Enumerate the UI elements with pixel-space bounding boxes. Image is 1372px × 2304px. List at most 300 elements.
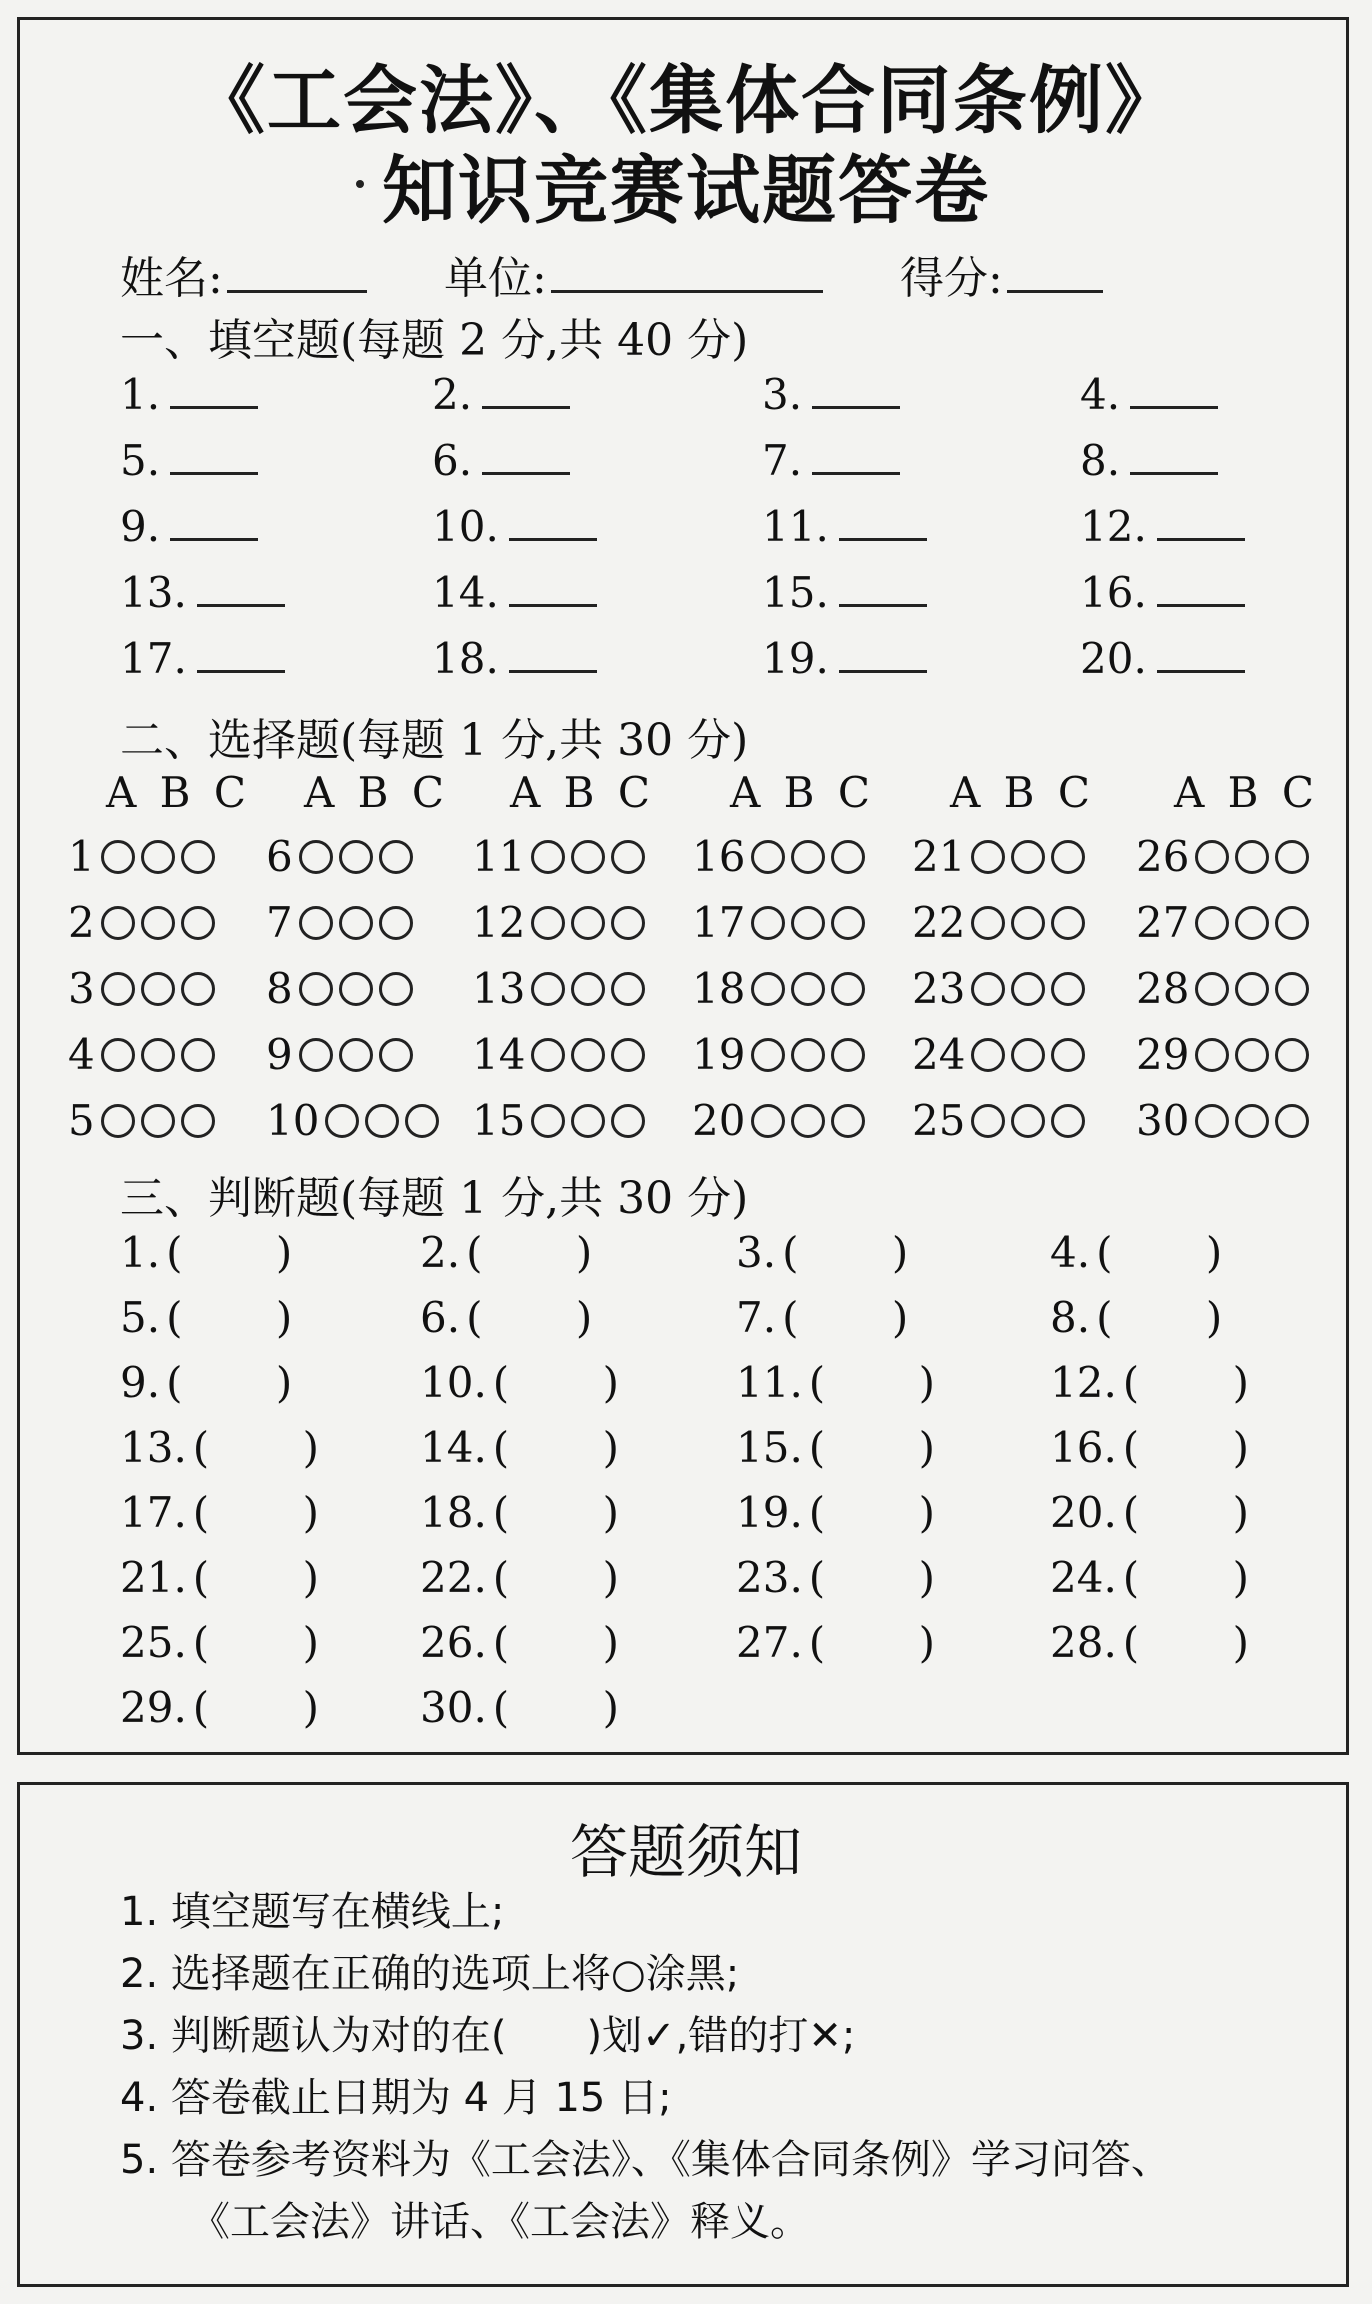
choice-question-row xyxy=(68,964,215,1013)
option-a-circle[interactable] xyxy=(299,972,333,1006)
fill-blank-line[interactable] xyxy=(509,508,597,541)
choice-question-number: 22 xyxy=(912,898,966,947)
fill-blank-item[interactable] xyxy=(432,568,597,617)
true-false-number: 14. xyxy=(420,1423,487,1472)
true-false-number: 10. xyxy=(420,1358,487,1407)
fill-blank-item[interactable] xyxy=(120,370,258,419)
fill-blank-line[interactable] xyxy=(1157,574,1245,607)
section1-heading: 一、填空题(每题 2 分,共 40 分) xyxy=(120,315,749,366)
true-false-item[interactable] xyxy=(420,1228,592,1277)
true-false-item[interactable] xyxy=(420,1618,619,1667)
fill-blank-number: 9. xyxy=(120,502,161,551)
true-false-item[interactable] xyxy=(120,1293,292,1342)
option-b-circle[interactable] xyxy=(141,1104,175,1138)
true-false-number: 4. xyxy=(1050,1228,1091,1277)
true-false-number: 29. xyxy=(120,1683,187,1732)
answer-parentheses[interactable]: ( ) xyxy=(808,1553,936,1602)
fill-blank-number: 11. xyxy=(762,502,829,551)
option-b-circle[interactable] xyxy=(141,906,175,940)
option-b-circle[interactable] xyxy=(1235,972,1269,1006)
option-c-circle[interactable] xyxy=(831,840,865,874)
choice-question-number: 2 xyxy=(68,898,95,947)
option-c-circle[interactable] xyxy=(611,1104,645,1138)
option-b-circle[interactable] xyxy=(791,906,825,940)
option-a-circle[interactable] xyxy=(531,1104,565,1138)
choice-question-row xyxy=(472,898,645,947)
option-b-circle[interactable] xyxy=(339,972,373,1006)
true-false-number: 18. xyxy=(420,1488,487,1537)
option-c-circle[interactable] xyxy=(831,1038,865,1072)
options-header: A B C xyxy=(510,768,656,817)
option-c-circle[interactable] xyxy=(181,1038,215,1072)
option-c-circle[interactable] xyxy=(181,906,215,940)
answer-parentheses[interactable]: ( ) xyxy=(492,1618,620,1667)
answer-parentheses[interactable]: ( ) xyxy=(166,1358,293,1407)
fill-blank-line[interactable] xyxy=(482,376,570,409)
true-false-number: 19. xyxy=(736,1488,803,1537)
answer-sheet-box xyxy=(17,17,1349,1755)
true-false-item[interactable] xyxy=(1050,1228,1222,1277)
true-false-number: 8. xyxy=(1050,1293,1091,1342)
answer-parentheses[interactable]: ( ) xyxy=(192,1683,320,1732)
true-false-item[interactable] xyxy=(120,1228,292,1277)
fill-blank-number: 16. xyxy=(1080,568,1147,617)
option-c-circle[interactable] xyxy=(181,1104,215,1138)
option-b-circle[interactable] xyxy=(339,1038,373,1072)
option-a-circle[interactable] xyxy=(971,972,1005,1006)
true-false-item[interactable] xyxy=(736,1423,935,1472)
option-b-circle[interactable] xyxy=(1235,1038,1269,1072)
choice-question-row xyxy=(68,1030,215,1079)
option-c-circle[interactable] xyxy=(831,972,865,1006)
answer-parentheses[interactable]: ( ) xyxy=(808,1423,936,1472)
section3-heading: 三、判断题(每题 1 分,共 30 分) xyxy=(120,1173,749,1224)
option-a-circle[interactable] xyxy=(971,906,1005,940)
option-b-circle[interactable] xyxy=(1235,906,1269,940)
option-c-circle[interactable] xyxy=(1051,840,1085,874)
choice-question-number: 20 xyxy=(692,1096,746,1145)
true-false-number: 26. xyxy=(420,1618,487,1667)
true-false-number: 20. xyxy=(1050,1488,1117,1537)
true-false-item[interactable] xyxy=(420,1423,619,1472)
option-a-circle[interactable] xyxy=(751,972,785,1006)
choice-question-number: 21 xyxy=(912,832,966,881)
name-blank[interactable] xyxy=(227,256,367,293)
option-c-circle[interactable] xyxy=(181,840,215,874)
choice-question-row xyxy=(68,898,215,947)
option-c-circle[interactable] xyxy=(611,972,645,1006)
fill-blank-item[interactable] xyxy=(120,436,258,485)
fill-blank-line[interactable] xyxy=(170,508,258,541)
fill-blank-line[interactable] xyxy=(1157,508,1245,541)
answer-parentheses[interactable]: ( ) xyxy=(492,1423,620,1472)
option-b-circle[interactable] xyxy=(1235,1104,1269,1138)
option-c-circle[interactable] xyxy=(1275,1038,1309,1072)
choice-question-row xyxy=(68,1096,215,1145)
choice-question-row xyxy=(472,1096,645,1145)
true-false-item[interactable] xyxy=(1050,1358,1249,1407)
fill-blank-item[interactable] xyxy=(432,502,597,551)
choice-question-number: 25 xyxy=(912,1096,966,1145)
answer-parentheses[interactable]: ( ) xyxy=(808,1488,936,1537)
fill-blank-number: 17. xyxy=(120,634,187,683)
fill-blank-line[interactable] xyxy=(1130,442,1218,475)
true-false-item[interactable] xyxy=(736,1228,908,1277)
fill-blank-number: 19. xyxy=(762,634,829,683)
true-false-number: 2. xyxy=(420,1228,461,1277)
option-b-circle[interactable] xyxy=(365,1104,399,1138)
choice-question-row xyxy=(692,964,865,1013)
fill-blank-number: 20. xyxy=(1080,634,1147,683)
choice-question-row xyxy=(1136,898,1309,947)
true-false-number: 24. xyxy=(1050,1553,1117,1602)
choice-question-row xyxy=(1136,832,1309,881)
option-c-circle[interactable] xyxy=(405,1104,439,1138)
option-a-circle[interactable] xyxy=(531,972,565,1006)
option-a-circle[interactable] xyxy=(299,1038,333,1072)
fill-blank-number: 2. xyxy=(432,370,473,419)
true-false-number: 12. xyxy=(1050,1358,1117,1407)
choice-question-number: 11 xyxy=(472,832,526,881)
option-b-circle[interactable] xyxy=(571,972,605,1006)
option-b-circle[interactable] xyxy=(141,840,175,874)
option-a-circle[interactable] xyxy=(1195,1104,1229,1138)
score-field[interactable] xyxy=(900,242,1103,306)
option-a-circle[interactable] xyxy=(531,840,565,874)
option-c-circle[interactable] xyxy=(379,840,413,874)
choice-question-number: 29 xyxy=(1136,1030,1190,1079)
instructions-box xyxy=(17,1782,1349,2287)
option-a-circle[interactable] xyxy=(751,1038,785,1072)
choice-question-number: 4 xyxy=(68,1030,95,1079)
option-b-circle[interactable] xyxy=(791,1038,825,1072)
option-a-circle[interactable] xyxy=(751,1104,785,1138)
answer-parentheses[interactable]: ( ) xyxy=(192,1423,320,1472)
choice-question-row xyxy=(912,1096,1085,1145)
fill-blank-number: 7. xyxy=(762,436,803,485)
option-a-circle[interactable] xyxy=(101,906,135,940)
fill-blank-line[interactable] xyxy=(812,376,900,409)
name-field[interactable] xyxy=(120,242,367,306)
choice-question-number: 14 xyxy=(472,1030,526,1079)
fill-blank-number: 12. xyxy=(1080,502,1147,551)
fill-blank-item[interactable] xyxy=(1080,370,1218,419)
instruction-line: 3. 判断题认为对的在( )划✓,错的打✕; xyxy=(120,2013,856,2059)
choice-question-row xyxy=(912,832,1085,881)
fill-blank-item[interactable] xyxy=(762,370,900,419)
unit-field[interactable] xyxy=(444,242,823,306)
option-c-circle[interactable] xyxy=(611,1038,645,1072)
choice-question-row xyxy=(692,1030,865,1079)
option-c-circle[interactable] xyxy=(1275,972,1309,1006)
option-a-circle[interactable] xyxy=(101,972,135,1006)
fill-blank-number: 15. xyxy=(762,568,829,617)
options-header: A B C xyxy=(304,768,450,817)
option-a-circle[interactable] xyxy=(751,840,785,874)
choice-question-number: 23 xyxy=(912,964,966,1013)
option-c-circle[interactable] xyxy=(1275,906,1309,940)
option-a-circle[interactable] xyxy=(101,840,135,874)
fill-blank-number: 18. xyxy=(432,634,499,683)
true-false-number: 23. xyxy=(736,1553,803,1602)
true-false-number: 28. xyxy=(1050,1618,1117,1667)
option-b-circle[interactable] xyxy=(339,840,373,874)
true-false-item[interactable] xyxy=(120,1553,319,1602)
true-false-item[interactable] xyxy=(420,1683,619,1732)
choice-question-row xyxy=(266,898,413,947)
fill-blank-line[interactable] xyxy=(839,574,927,607)
option-b-circle[interactable] xyxy=(571,1038,605,1072)
answer-parentheses[interactable]: ( ) xyxy=(1122,1488,1250,1537)
option-c-circle[interactable] xyxy=(611,906,645,940)
fill-blank-item[interactable] xyxy=(762,568,927,617)
answer-parentheses[interactable]: ( ) xyxy=(492,1488,620,1537)
true-false-number: 1. xyxy=(120,1228,161,1277)
unit-label: 单位: xyxy=(444,253,547,304)
instructions-title: 答题须知 xyxy=(569,1818,802,1886)
instruction-line: 1. 填空题写在横线上; xyxy=(120,1889,505,1935)
option-b-circle[interactable] xyxy=(1011,840,1045,874)
choice-question-row xyxy=(266,832,413,881)
fill-blank-line[interactable] xyxy=(170,442,258,475)
option-b-circle[interactable] xyxy=(571,840,605,874)
answer-parentheses[interactable]: ( ) xyxy=(782,1293,909,1342)
option-a-circle[interactable] xyxy=(101,1038,135,1072)
option-a-circle[interactable] xyxy=(531,1038,565,1072)
true-false-item[interactable] xyxy=(120,1423,319,1472)
header-fields xyxy=(20,242,1352,302)
option-b-circle[interactable] xyxy=(339,906,373,940)
fill-blank-line[interactable] xyxy=(839,640,927,673)
true-false-item[interactable] xyxy=(420,1488,619,1537)
option-a-circle[interactable] xyxy=(751,906,785,940)
fill-blank-line[interactable] xyxy=(1130,376,1218,409)
answer-parentheses[interactable]: ( ) xyxy=(466,1293,593,1342)
option-c-circle[interactable] xyxy=(831,906,865,940)
option-a-circle[interactable] xyxy=(101,1104,135,1138)
true-false-item[interactable] xyxy=(420,1358,619,1407)
choice-question-number: 7 xyxy=(266,898,293,947)
true-false-number: 30. xyxy=(420,1683,487,1732)
true-false-item[interactable] xyxy=(1050,1488,1249,1537)
answer-parentheses[interactable]: ( ) xyxy=(782,1228,909,1277)
option-c-circle[interactable] xyxy=(1051,1104,1085,1138)
fill-blank-item[interactable] xyxy=(762,502,927,551)
true-false-item[interactable] xyxy=(1050,1293,1222,1342)
fill-blank-line[interactable] xyxy=(509,574,597,607)
name-label: 姓名: xyxy=(120,253,223,304)
option-a-circle[interactable] xyxy=(971,840,1005,874)
fill-blank-item[interactable] xyxy=(1080,502,1245,551)
option-b-circle[interactable] xyxy=(141,972,175,1006)
option-c-circle[interactable] xyxy=(379,1038,413,1072)
answer-parentheses[interactable]: ( ) xyxy=(1122,1553,1250,1602)
fill-blank-line[interactable] xyxy=(197,574,285,607)
fill-blank-item[interactable] xyxy=(432,370,570,419)
true-false-item[interactable] xyxy=(120,1618,319,1667)
fill-blank-item[interactable] xyxy=(1080,568,1245,617)
fill-blank-number: 1. xyxy=(120,370,161,419)
answer-parentheses[interactable]: ( ) xyxy=(166,1293,293,1342)
option-b-circle[interactable] xyxy=(1235,840,1269,874)
option-a-circle[interactable] xyxy=(1195,1038,1229,1072)
instruction-line: 2. 选择题在正确的选项上将○涂黑; xyxy=(120,1951,740,1997)
option-b-circle[interactable] xyxy=(1011,1104,1045,1138)
answer-parentheses[interactable]: ( ) xyxy=(192,1553,320,1602)
option-a-circle[interactable] xyxy=(299,840,333,874)
fill-blank-item[interactable] xyxy=(432,436,570,485)
option-c-circle[interactable] xyxy=(1275,840,1309,874)
option-b-circle[interactable] xyxy=(791,972,825,1006)
answer-parentheses[interactable]: ( ) xyxy=(192,1488,320,1537)
answer-parentheses[interactable]: ( ) xyxy=(1122,1358,1250,1407)
true-false-number: 25. xyxy=(120,1618,187,1667)
answer-parentheses[interactable]: ( ) xyxy=(1096,1293,1223,1342)
true-false-item[interactable] xyxy=(1050,1553,1249,1602)
fill-blank-number: 14. xyxy=(432,568,499,617)
fill-blank-number: 10. xyxy=(432,502,499,551)
fill-blank-item[interactable] xyxy=(762,436,900,485)
choice-question-row xyxy=(692,832,865,881)
true-false-item[interactable] xyxy=(1050,1618,1249,1667)
fill-blank-item[interactable] xyxy=(120,568,285,617)
option-c-circle[interactable] xyxy=(1051,906,1085,940)
true-false-number: 11. xyxy=(736,1358,803,1407)
answer-parentheses[interactable]: ( ) xyxy=(808,1358,936,1407)
option-b-circle[interactable] xyxy=(141,1038,175,1072)
option-b-circle[interactable] xyxy=(571,906,605,940)
option-a-circle[interactable] xyxy=(325,1104,359,1138)
answer-parentheses[interactable]: ( ) xyxy=(492,1553,620,1602)
choice-question-number: 1 xyxy=(68,832,95,881)
option-b-circle[interactable] xyxy=(1011,972,1045,1006)
choice-question-row xyxy=(1136,1096,1309,1145)
answer-parentheses[interactable]: ( ) xyxy=(492,1358,620,1407)
choice-question-number: 24 xyxy=(912,1030,966,1079)
choice-question-row xyxy=(912,964,1085,1013)
answer-parentheses[interactable]: ( ) xyxy=(1096,1228,1223,1277)
fill-blank-item[interactable] xyxy=(120,634,285,683)
option-a-circle[interactable] xyxy=(1195,972,1229,1006)
score-label: 得分: xyxy=(900,253,1003,304)
fill-blank-line[interactable] xyxy=(1157,640,1245,673)
fill-blank-line[interactable] xyxy=(509,640,597,673)
fill-blank-line[interactable] xyxy=(839,508,927,541)
choice-question-row xyxy=(266,1030,413,1079)
fill-blank-number: 6. xyxy=(432,436,473,485)
choice-question-number: 19 xyxy=(692,1030,746,1079)
true-false-item[interactable] xyxy=(736,1358,935,1407)
option-b-circle[interactable] xyxy=(791,840,825,874)
choice-question-row xyxy=(692,898,865,947)
fill-blank-line[interactable] xyxy=(812,442,900,475)
choice-question-number: 12 xyxy=(472,898,526,947)
option-b-circle[interactable] xyxy=(571,1104,605,1138)
true-false-item[interactable] xyxy=(420,1293,592,1342)
option-b-circle[interactable] xyxy=(1011,906,1045,940)
option-a-circle[interactable] xyxy=(971,1038,1005,1072)
choice-question-number: 6 xyxy=(266,832,293,881)
title-line-1: 《工会法》、《集体合同条例》 xyxy=(191,58,1181,144)
true-false-number: 27. xyxy=(736,1618,803,1667)
choice-question-number: 27 xyxy=(1136,898,1190,947)
choice-question-number: 8 xyxy=(266,964,293,1013)
true-false-number: 17. xyxy=(120,1488,187,1537)
option-b-circle[interactable] xyxy=(1011,1038,1045,1072)
answer-parentheses[interactable]: ( ) xyxy=(808,1618,936,1667)
choice-question-number: 3 xyxy=(68,964,95,1013)
option-c-circle[interactable] xyxy=(1275,1104,1309,1138)
true-false-item[interactable] xyxy=(736,1618,935,1667)
options-header: A B C xyxy=(1174,768,1320,817)
choice-question-row xyxy=(912,898,1085,947)
true-false-item[interactable] xyxy=(120,1358,292,1407)
answer-parentheses[interactable]: ( ) xyxy=(1122,1618,1250,1667)
option-c-circle[interactable] xyxy=(181,972,215,1006)
true-false-number: 6. xyxy=(420,1293,461,1342)
choice-question-row xyxy=(1136,964,1309,1013)
true-false-item[interactable] xyxy=(1050,1423,1249,1472)
option-c-circle[interactable] xyxy=(379,906,413,940)
true-false-item[interactable] xyxy=(736,1293,908,1342)
unit-blank[interactable] xyxy=(551,256,823,293)
option-c-circle[interactable] xyxy=(1051,1038,1085,1072)
true-false-item[interactable] xyxy=(120,1683,319,1732)
option-c-circle[interactable] xyxy=(831,1104,865,1138)
fill-blank-line[interactable] xyxy=(170,376,258,409)
fill-blank-line[interactable] xyxy=(482,442,570,475)
option-c-circle[interactable] xyxy=(1051,972,1085,1006)
answer-parentheses[interactable]: ( ) xyxy=(192,1618,320,1667)
score-blank[interactable] xyxy=(1007,256,1103,293)
true-false-number: 5. xyxy=(120,1293,161,1342)
fill-blank-number: 4. xyxy=(1080,370,1121,419)
instruction-line: 5. 答卷参考资料为《工会法》、《集体合同条例》学习问答、 xyxy=(120,2137,1171,2183)
true-false-number: 7. xyxy=(736,1293,777,1342)
option-a-circle[interactable] xyxy=(971,1104,1005,1138)
answer-parentheses[interactable]: ( ) xyxy=(1122,1423,1250,1472)
choice-question-row xyxy=(266,1096,439,1145)
answer-parentheses[interactable]: ( ) xyxy=(166,1228,293,1277)
fill-blank-item[interactable] xyxy=(432,634,597,683)
answer-parentheses[interactable]: ( ) xyxy=(466,1228,593,1277)
fill-blank-item[interactable] xyxy=(120,502,258,551)
fill-blank-line[interactable] xyxy=(197,640,285,673)
option-c-circle[interactable] xyxy=(611,840,645,874)
option-a-circle[interactable] xyxy=(1195,840,1229,874)
fill-blank-item[interactable] xyxy=(762,634,927,683)
true-false-item[interactable] xyxy=(736,1553,935,1602)
answer-parentheses[interactable]: ( ) xyxy=(492,1683,620,1732)
fill-blank-item[interactable] xyxy=(1080,634,1245,683)
fill-blank-item[interactable] xyxy=(1080,436,1218,485)
choice-question-number: 10 xyxy=(266,1096,320,1145)
option-a-circle[interactable] xyxy=(299,906,333,940)
option-a-circle[interactable] xyxy=(531,906,565,940)
choice-question-row xyxy=(912,1030,1085,1079)
option-a-circle[interactable] xyxy=(1195,906,1229,940)
option-b-circle[interactable] xyxy=(791,1104,825,1138)
choice-question-row xyxy=(68,832,215,881)
choice-question-number: 18 xyxy=(692,964,746,1013)
fill-blank-number: 13. xyxy=(120,568,187,617)
option-c-circle[interactable] xyxy=(379,972,413,1006)
true-false-item[interactable] xyxy=(120,1488,319,1537)
options-header: A B C xyxy=(106,768,252,817)
choice-question-number: 13 xyxy=(472,964,526,1013)
true-false-item[interactable] xyxy=(736,1488,935,1537)
true-false-item[interactable] xyxy=(420,1553,619,1602)
